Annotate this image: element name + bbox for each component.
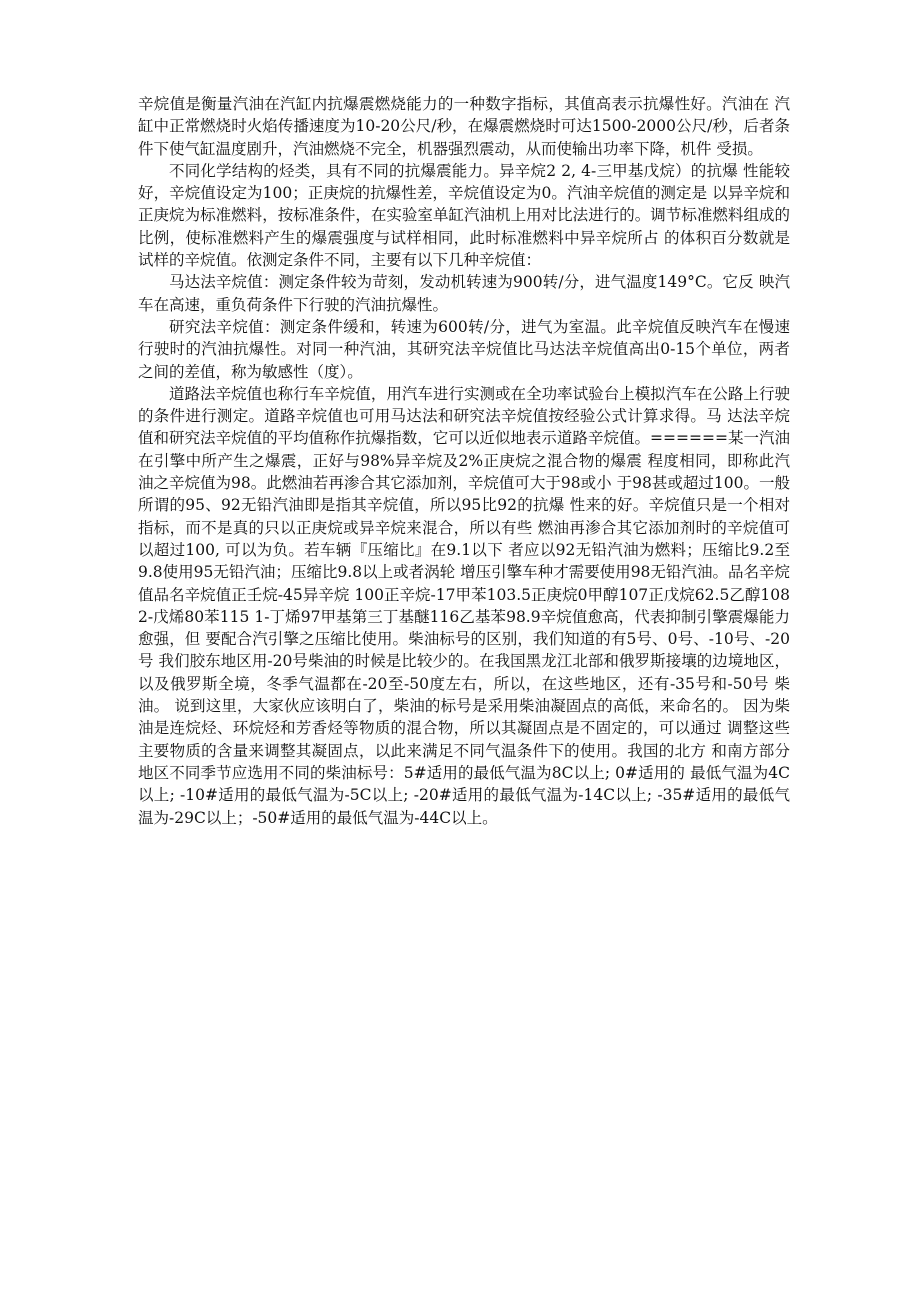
paragraph-octane-definition: 辛烷值是衡量汽油在汽缸内抗爆震燃烧能力的一种数字指标，其值高表示抗爆性好。汽油在 汽缸中正常燃烧时火焰传播速度为10-20公尺/秒，在爆震燃烧时可达1500-2000公尺/秒，后者条件下使气缸温度剧升，汽油燃烧不完全，机器强烈震动，从而使输出功率下降，机件 受损。 [138,95,790,158]
paragraph-motor-octane: 马达法辛烷值：测定条件较为苛刻，发动机转速为900转/分，进气温度149°C。它反 映汽车在高速，重负荷条件下行驶的汽油抗爆性。 [138,273,790,314]
paragraph-hydrocarbon-antiknock: 不同化学结构的烃类，具有不同的抗爆震能力。异辛烷2 2, 4-三甲基戊烷）的抗爆 性能较好，辛烷值设定为100；正庚烷的抗爆性差，辛烷值设定为0。汽油辛烷值的测定是 以异辛烷和正庚烷为标准燃料，按标准条件，在实验室单缸汽油机上用对比法进行的。调节标准燃料组成的比例，使标准燃料产生的爆震强度与试样相同，此时标准燃料中异辛烷所占 的体积百分数就是试样的辛烷值。依测定条件不同，主要有以下几种辛烷值： [138,161,790,270]
paragraph-road-octane-and-diesel: 道路法辛烷值也称行车辛烷值，用汽车进行实测或在全功率试验台上模拟汽车在公路上行驶的条件进行测定。道路辛烷值也可用马达法和研究法辛烷值按经验公式计算求得。马 达法辛烷值和研究法辛烷值的平均值称作抗爆指数，它可以近似地表示道路辛烷值。======某一汽油在引擎中所产生之爆震，正好与98%异辛烷及2%正庚烷之混合物的爆震 程度相同，即称此汽油之辛烷值为98。此燃油若再渗合其它添加剂，辛烷值可大于98或小 于98甚或超过100。一般所谓的95、92无铅汽油即是指其辛烷值，所以95比92的抗爆 性来的好。辛烷值只是一个相对指标，而不是真的只以正庚烷或异辛烷来混合，所以有些 燃油再渗合其它添加剂时的辛烷值可以超过100, 可以为负。若车辆『压缩比』在9.1以下 者应以92无铅汽油为燃料；压缩比9.2至9.8使用95无铅汽油；压缩比9.8以上或者涡轮 增压引擎车种才需要使用98无铅汽油。品名辛烷值品名辛烷值正壬烷-45异辛烷 100正辛烷-17甲苯103.5正庚烷0甲醇107正戊烷62.5乙醇108 2-戊烯80苯115 1-丁烯97甲基第三丁基醚116乙基苯98.9辛烷值愈高，代表抑制引擎震爆能力愈强，但 要配合汽引擎之压缩比使用。柴油标号的区别，我们知道的有5号、0号、-10号、-20号 我们胶东地区用-20号柴油的时候是比较少的。在我国黑龙江北部和俄罗斯接壤的边境地区， 以及俄罗斯全境，冬季气温都在-20至-50度左右，所以，在这些地区，还有-35号和-50号 柴油。 说到这里，大家伙应该明白了，柴油的标号是采用柴油凝固点的高低，来命名的。 因为柴油是连烷烃、环烷烃和芳香烃等物质的混合物，所以其凝固点是不固定的，可以通过 调整这些主要物质的含量来调整其凝固点，以此来满足不同气温条件下的使用。我国的北方 和南方部分地区不同季节应选用不同的柴油标号：5#适用的最低气温为8C以上; 0#适用的 最低气温为4C以上; -10#适用的最低气温为-5C以上; -20#适用的最低气温为-14C以上; -35#适用的最低气温为-29C以上；-50#适用的最低气温为-44C以上。 [138,384,790,827]
document-body [138,93,790,829]
paragraph-research-octane: 研究法辛烷值：测定条件缓和，转速为600转/分，进气为室温。此辛烷值反映汽车在慢速行驶时的汽油抗爆性。对同一种汽油，其研究法辛烷值比马达法辛烷值高出0-15个单位，两者之间的差值，称为敏感性（度）。 [138,317,790,381]
